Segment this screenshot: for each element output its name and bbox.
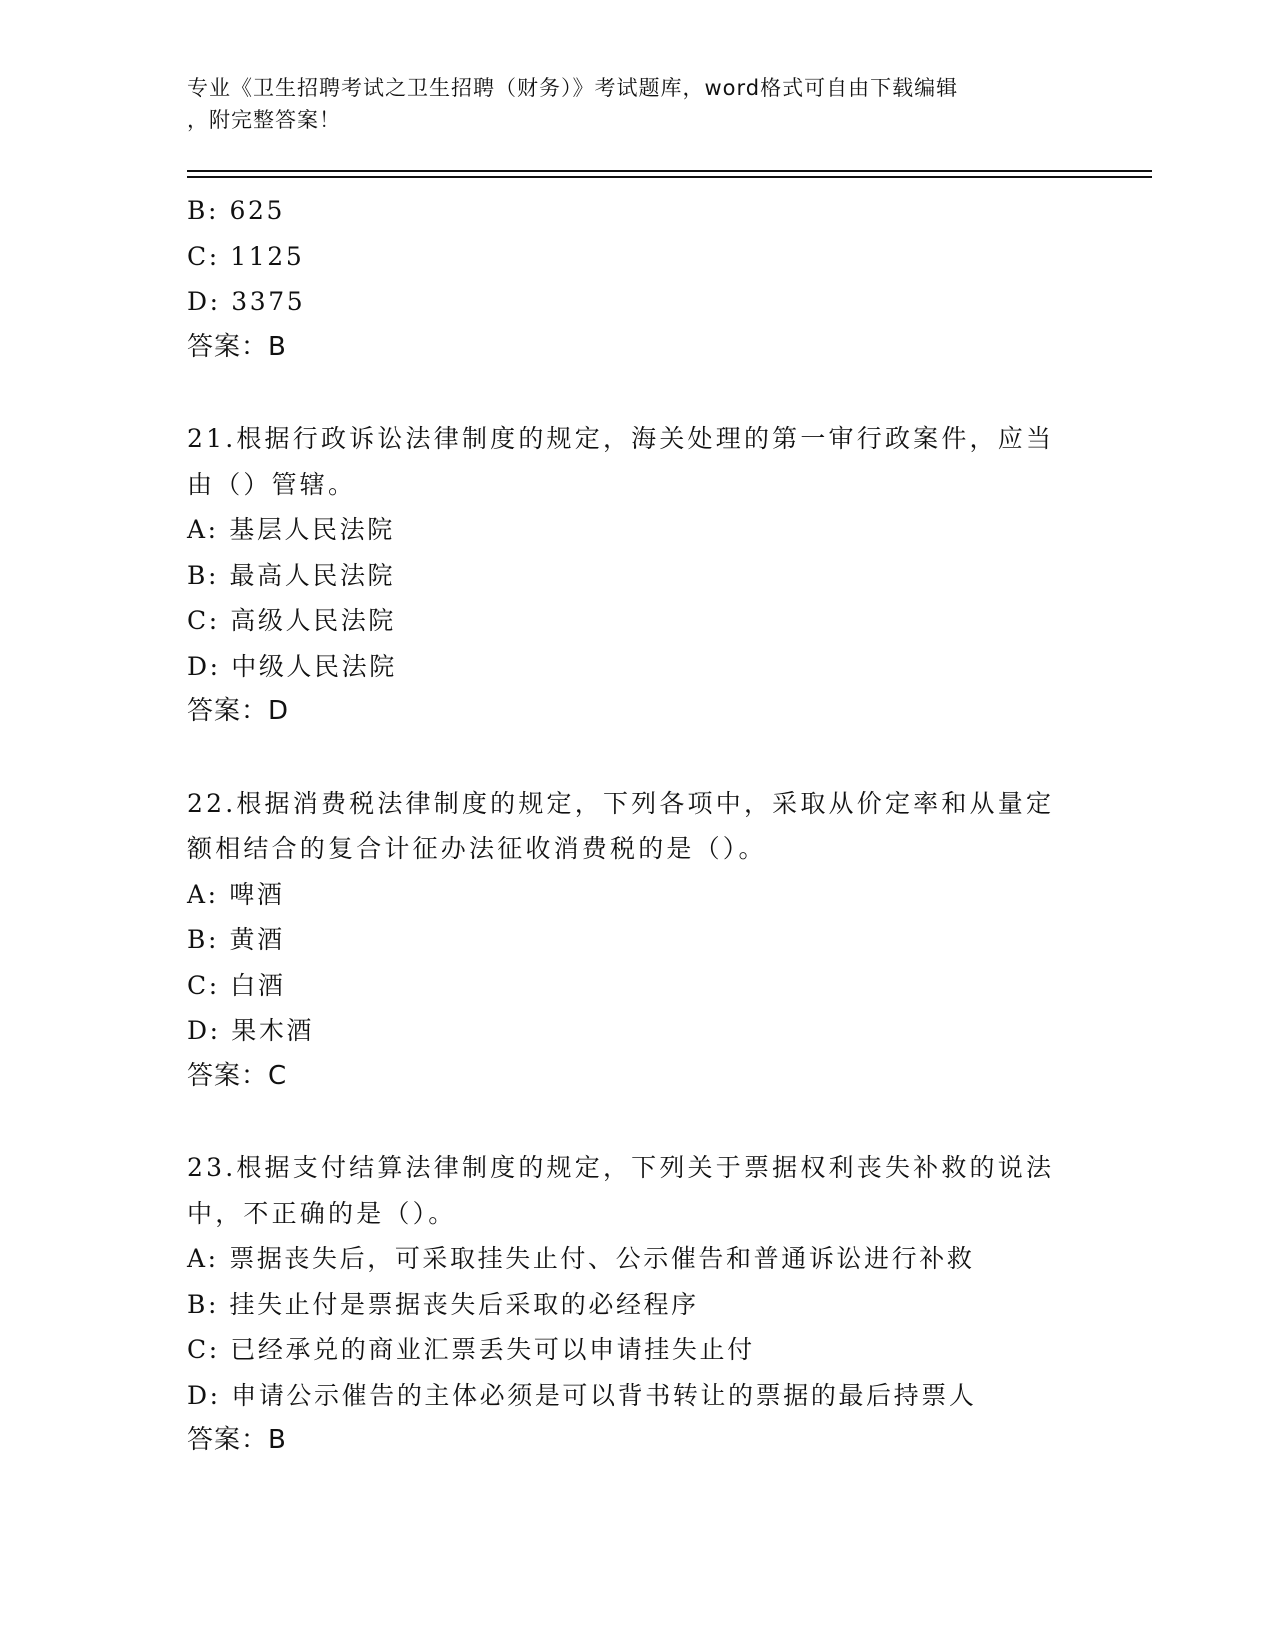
option-a: A: 啤酒 xyxy=(187,879,285,909)
option-b: B: 最高人民法院 xyxy=(187,560,396,590)
answer-line: 答案：B xyxy=(187,1425,287,1455)
question-block-23 xyxy=(187,1145,1087,1464)
question-stem-line: 21.根据行政诉讼法律制度的规定，海关处理的第一审行政案件，应当 xyxy=(187,424,1055,453)
question-stem-line: 由（）管辖。 xyxy=(187,469,357,499)
question-list xyxy=(187,188,1087,1464)
header-line-2: ，附完整答案！ xyxy=(187,108,341,132)
answer-line: 答案：B xyxy=(187,331,287,362)
option-b: B: 挂失止付是票据丧失后采取的必经程序 xyxy=(187,1289,699,1319)
question-stem-line: 23.根据支付结算法律制度的规定，下列关于票据权利丧失补救的说法 xyxy=(187,1153,1055,1182)
option-b: B: 黄酒 xyxy=(187,925,285,954)
option-a: A: 票据丧失后，可采取挂失止付、公示催告和普通诉讼进行补救 xyxy=(187,1244,975,1273)
option-c: C: 白酒 xyxy=(187,970,286,1000)
option-d: D: 中级人民法院 xyxy=(187,651,397,681)
option-c: C: 已经承兑的商业汇票丢失可以申请挂失止付 xyxy=(187,1335,755,1364)
question-block-continued xyxy=(187,188,1087,370)
question-stem-line: 22.根据消费税法律制度的规定，下列各项中，采取从价定率和从量定 xyxy=(187,788,1055,818)
answer-line: 答案：D xyxy=(187,696,290,726)
option-c: C: 高级人民法院 xyxy=(187,606,396,635)
header-rule-bottom xyxy=(187,176,1152,178)
document-header xyxy=(187,72,1057,136)
option-c: C: 1125 xyxy=(187,241,305,271)
answer-line: 答案：C xyxy=(187,1060,288,1091)
question-block-21 xyxy=(187,416,1087,735)
option-b: B: 625 xyxy=(187,196,286,225)
option-d: D: 申请公示催告的主体必须是可以背书转让的票据的最后持票人 xyxy=(187,1380,977,1410)
option-d: D: 3375 xyxy=(187,287,306,316)
header-rule-top xyxy=(187,170,1152,172)
question-stem-line: 中，不正确的是（）。 xyxy=(187,1198,457,1228)
question-block-22 xyxy=(187,781,1087,1100)
header-line-1: 专业《卫生招聘考试之卫生招聘（财务）》考试题库，word格式可自由下载编辑 xyxy=(187,76,959,100)
question-stem xyxy=(187,1145,1087,1236)
question-stem-line: 额相结合的复合计征办法征收消费税的是（）。 xyxy=(187,834,767,863)
question-stem xyxy=(187,416,1087,507)
option-d: D: 果木酒 xyxy=(187,1016,315,1045)
question-stem xyxy=(187,781,1087,872)
option-a: A: 基层人民法院 xyxy=(187,515,395,544)
